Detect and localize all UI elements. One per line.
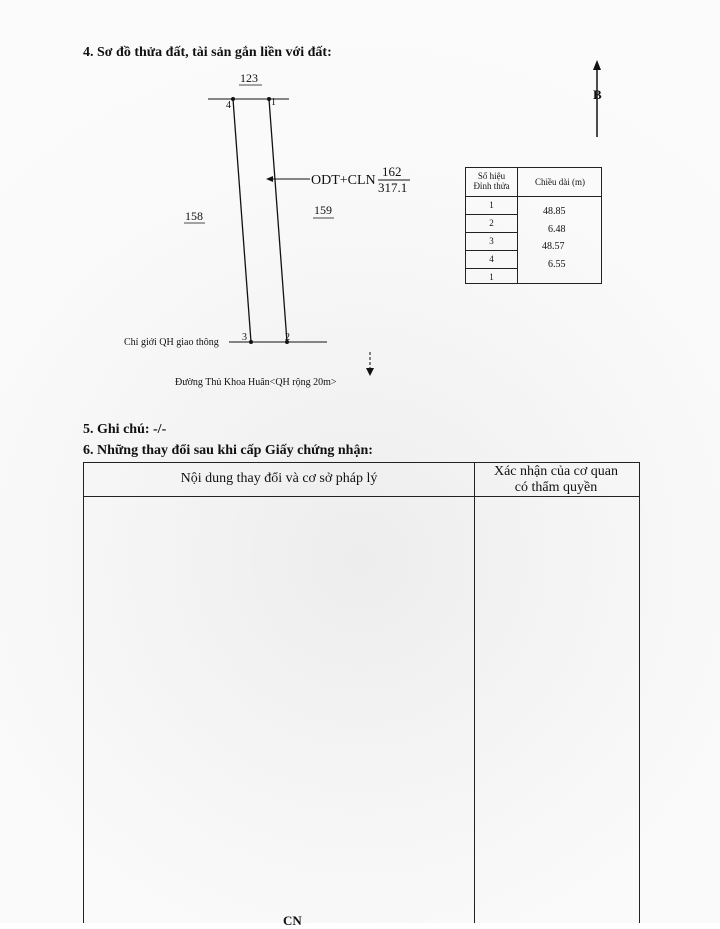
edge-length-value: 48.85 <box>543 206 566 217</box>
edge-table-col2-header: Chiều dài (m) <box>535 177 585 187</box>
north-arrow-icon <box>593 60 601 70</box>
edge-length-value: 6.55 <box>548 259 566 270</box>
vertex-3-label: 3 <box>242 332 247 343</box>
parcel-diagram <box>0 60 720 400</box>
parcel-right-edge <box>269 99 287 342</box>
edge-length-table <box>465 167 602 284</box>
col2-header-line2: có thẩm quyền <box>514 480 598 495</box>
col1-header-line2: Đỉnh thửa <box>473 181 510 191</box>
land-use-label: ODT+CLN <box>311 173 376 188</box>
vertex-2-label: 2 <box>285 332 290 343</box>
changes-col2-header <box>476 464 636 496</box>
edge-length-value: 48.57 <box>542 241 565 252</box>
vertex-1-label: 1 <box>271 97 276 108</box>
boundary-label: Chỉ giới QH giao thông <box>124 337 219 348</box>
parcel-left-edge <box>233 99 251 342</box>
edge-length-value: 6.48 <box>548 224 566 235</box>
vertex-4-point <box>231 97 235 101</box>
north-label: B <box>593 87 602 102</box>
vertex-cell: 2 <box>466 215 517 233</box>
parcel-diagram-svg <box>0 60 720 400</box>
leader-arrow-icon <box>266 176 273 182</box>
changes-col1-header: Nội dung thay đổi và cơ sở pháp lý <box>180 471 378 486</box>
right-parcel-number: 159 <box>314 203 332 217</box>
section-4-title: 4. Sơ đồ thửa đất, tài sản gắn liền với đất: <box>83 45 332 60</box>
vertex-cell: 3 <box>466 233 517 251</box>
edge-table-col1-header <box>466 171 517 191</box>
section-6-title: 6. Những thay đổi sau khi cấp Giấy chứng nhận: <box>83 443 373 458</box>
vertex-cell: 4 <box>466 251 517 269</box>
col1-header-line1: Số hiệu <box>477 171 506 181</box>
footer-partial-text: CN <box>283 913 302 928</box>
top-parcel-number: 123 <box>240 71 258 85</box>
vertex-4-label: 4 <box>226 100 231 111</box>
road-label: Đường Thủ Khoa Huân<QH rộng 20m> <box>175 377 337 388</box>
vertex-cell: 1 <box>466 197 517 215</box>
left-parcel-number: 158 <box>185 209 203 223</box>
changes-table <box>83 462 640 923</box>
parcel-number-label: 162 <box>382 164 402 179</box>
col2-header-line1: Xác nhận của cơ quan <box>493 464 618 479</box>
road-arrow-icon <box>366 368 374 376</box>
vertex-cell: 1 <box>489 272 494 282</box>
changes-table-divider <box>474 463 475 923</box>
section-5-title: 5. Ghi chú: -/- <box>83 422 167 437</box>
parcel-area-label: 317.1 <box>378 180 408 195</box>
